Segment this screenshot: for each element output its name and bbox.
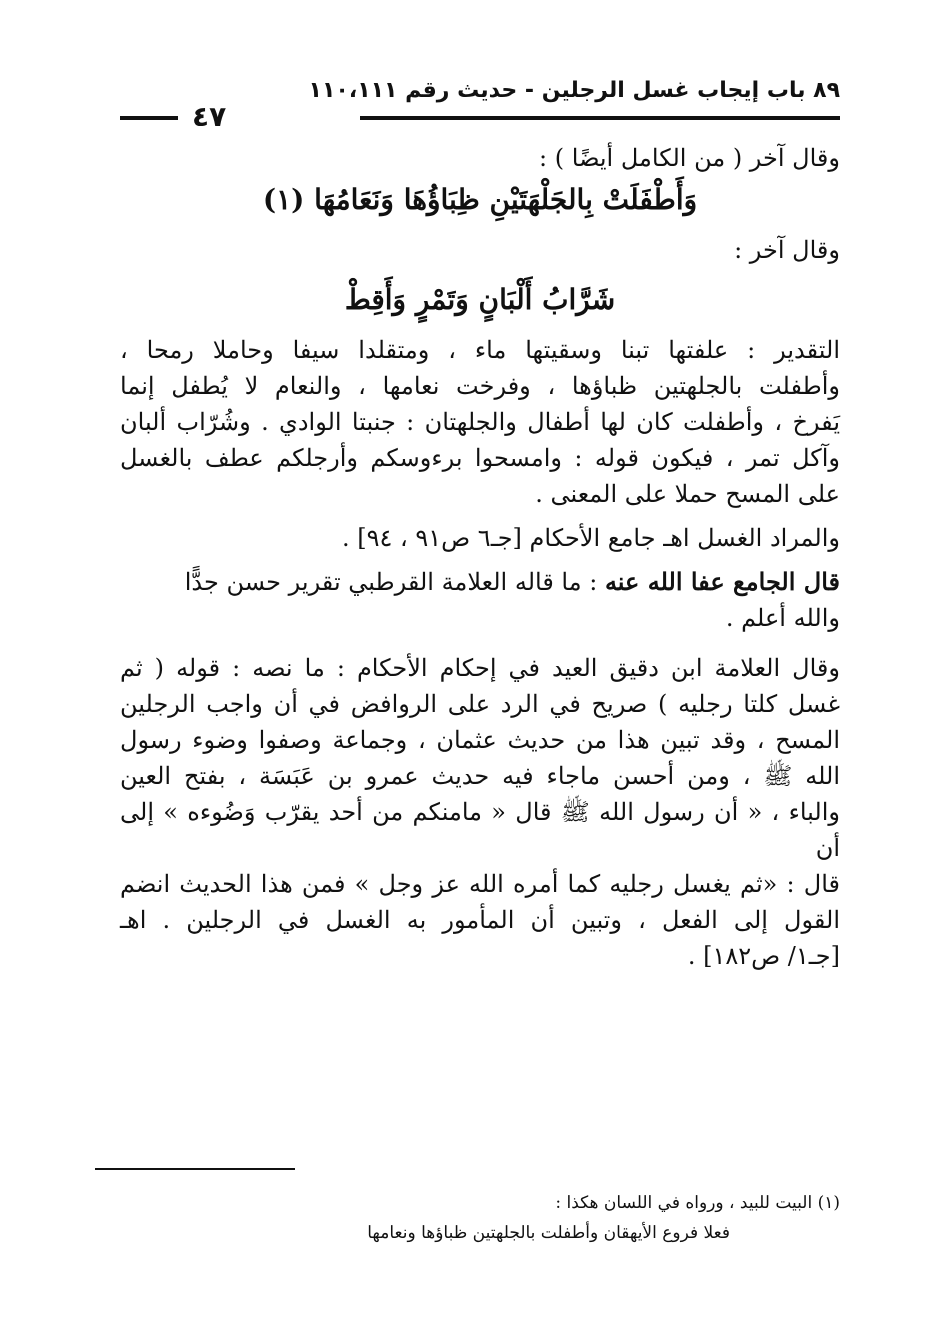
verse-2: شَرَّابُ أَلْبَانٍ وَتَمْرٍ وَأَقِطْ (344, 283, 616, 316)
intro-line-2: وقال آخر : (734, 236, 840, 264)
text-line: وآكل تمر ، فيكون قوله : وامسحوا برءوسكم وأرجلكم عطف بالغسل (120, 444, 840, 472)
footnote-verse: فعلا فروع الأيهقان وأطفلت بالجلهتين ظباؤها ونعامها (367, 1223, 730, 1243)
text-line: على المسح حملا على المعنى . (535, 480, 840, 508)
footnote-rule (95, 1168, 295, 1170)
paragraph-murad: والمراد الغسل اهـ جامع الأحكام [جـ٦ ص٩١ ، ٩٤] . (341, 524, 840, 552)
text-line: قال : «ثم يغسل رجليه كما أمره الله عز وجل » فمن هذا الحديث انضم (120, 870, 840, 898)
verse-1: وَأَطْفَلَتْ بِالجَلْهَتَيْنِ ظِبَاؤُهَا وَنَعَامُهَا (١) (262, 183, 698, 216)
text-line: والله أعلم . (725, 604, 840, 632)
text-line: غسل كلتا رجليه ) صريح في الرد على الروافض في أن واجب الرجلين (120, 690, 840, 718)
text-line: التقدير : علفتها تبنا وسقيتها ماء ، ومتقلدا سيفا وحاملا رمحا ، (120, 336, 840, 364)
header-rule-right (360, 116, 840, 120)
text-line: الله ﷺ ، ومن أحسن ماجاء فيه حديث عمرو بن عَبَسَة ، بفتح العين (120, 762, 840, 790)
text-line: يَفرخ ، وأطفلت كان لها أطفال والجلهتان : جنبتا الوادي . وشُرّاب ألبان (120, 408, 840, 436)
paragraph-ibn-daqiq (120, 650, 840, 974)
text-line: [جـ١/ ص١٨٢] . (687, 942, 840, 970)
page-number: ٤٧ (192, 100, 227, 133)
jami-heading: قال الجامع عفا الله عنه (604, 567, 840, 596)
footnote-1: (١) البيت للبيد ، ورواه في اللسان هكذا : (555, 1193, 840, 1213)
footnotes (120, 1188, 840, 1248)
intro-line-1: وقال آخر ( من الكامل أيضًا ) : (539, 144, 840, 172)
header-title: ٨٩ باب إيجاب غسل الرجلين - حديث رقم ١١٠،١١١ (308, 78, 840, 103)
running-header (120, 70, 840, 133)
header-rule-left (120, 116, 178, 120)
page-body (120, 140, 840, 974)
text-line: المسح ، وقد تبين هذا من حديث عثمان ، وجماعة وصفوا وضوء رسول (120, 726, 840, 754)
text-line: والباء ، « أن رسول الله ﷺ قال « مامنكم من أحد يقرّب وَضُوءه » إلى أن (120, 798, 840, 862)
text-line: وأطفلت بالجلهتين ظباؤها ، وفرخت نعامها ، والنعام لا يُطفل إنما (120, 372, 840, 400)
jami-text: : ما قاله العلامة القرطبي تقرير حسن جدًّا (184, 568, 605, 596)
paragraph-taqdir (120, 332, 840, 512)
text-line: القول إلى الفعل ، وتبين أن المأمور به الغسل في الرجلين . اهـ (120, 906, 840, 934)
paragraph-jami (120, 564, 840, 636)
text-line: وقال العلامة ابن دقيق العيد في إحكام الأحكام : ما نصه : قوله ( ثم (120, 654, 840, 682)
